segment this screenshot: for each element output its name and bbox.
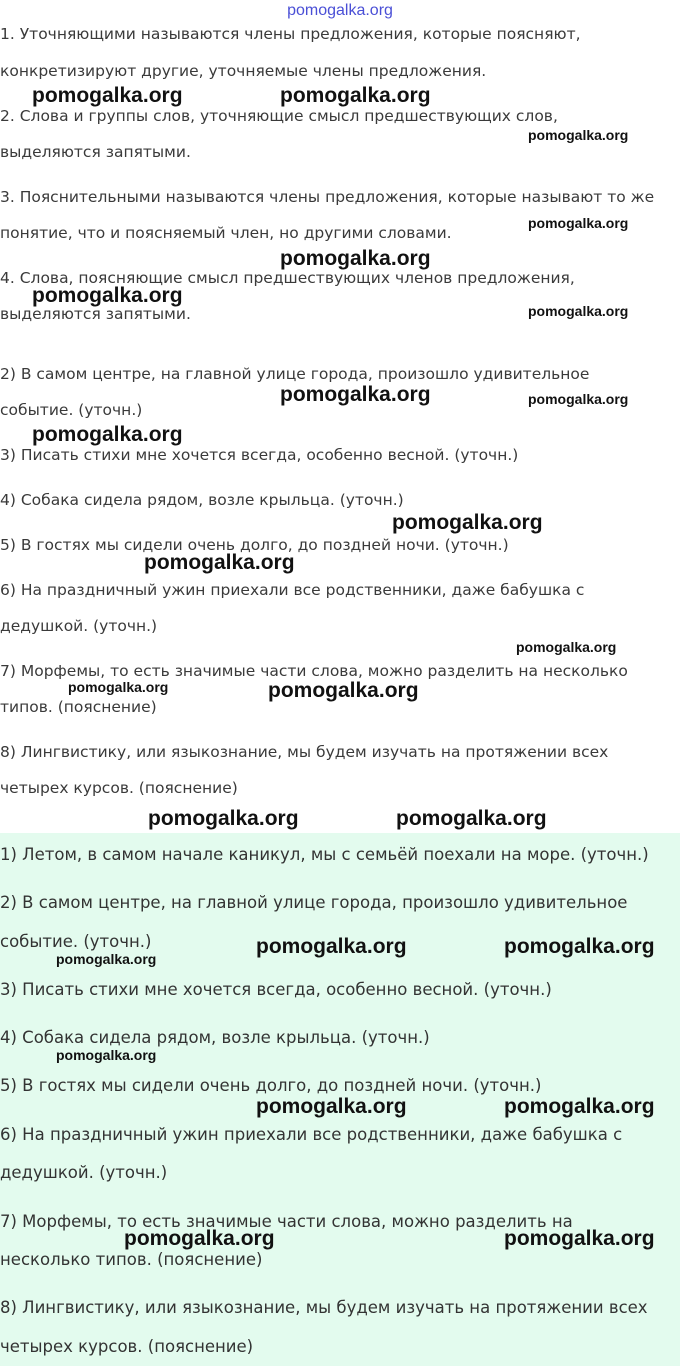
watermark: pomogalka.org xyxy=(280,84,431,107)
watermark: pomogalka.org xyxy=(268,679,419,702)
theory-line: выделяются запятыми. xyxy=(0,143,191,161)
watermark: pomogalka.org xyxy=(504,935,655,958)
example-line: 2) В самом центре, на главной улице города, произошло удивительное xyxy=(0,365,590,383)
answer-line: событие. (уточн.) xyxy=(0,932,152,951)
watermark: pomogalka.org xyxy=(528,303,629,319)
answer-line: четырех курсов. (пояснение) xyxy=(0,1337,254,1356)
answer-line: 6) На праздничный ужин приехали все родственники, даже бабушка с xyxy=(0,1125,623,1144)
example-line: 3) Писать стихи мне хочется всегда, особенно весной. (уточн.) xyxy=(0,446,519,464)
answer-line: 7) Морфемы, то есть значимые части слова, можно разделить на xyxy=(0,1212,573,1231)
watermark: pomogalka.org xyxy=(144,551,295,574)
watermark: pomogalka.org xyxy=(528,215,629,231)
watermark: pomogalka.org xyxy=(280,383,431,406)
answer-line: 3) Писать стихи мне хочется всегда, особенно весной. (уточн.) xyxy=(0,980,552,999)
watermark: pomogalka.org xyxy=(504,1227,655,1250)
example-line: событие. (уточн.) xyxy=(0,401,143,419)
theory-line: 3. Пояснительными называются члены предложения, которые называют то же xyxy=(0,188,655,206)
example-line: 8) Лингвистику, или языкознание, мы будем изучать на протяжении всех xyxy=(0,743,609,761)
theory-line: 4. Слова, поясняющие смысл предшествующих членов предложения, xyxy=(0,269,575,287)
example-line: 5) В гостях мы сидели очень долго, до поздней ночи. (уточн.) xyxy=(0,536,509,554)
answer-line: несколько типов. (пояснение) xyxy=(0,1250,263,1269)
example-line: дедушкой. (уточн.) xyxy=(0,617,158,635)
answer-line: дедушкой. (уточн.) xyxy=(0,1163,168,1182)
watermark: pomogalka.org xyxy=(280,247,431,270)
theory-line: 2. Слова и группы слов, уточняющие смысл предшествующих слов, xyxy=(0,107,558,125)
watermark: pomogalka.org xyxy=(528,127,629,143)
watermark: pomogalka.org xyxy=(516,639,617,655)
example-line: 6) На праздничный ужин приехали все родственники, даже бабушка с xyxy=(0,581,585,599)
watermark: pomogalka.org xyxy=(256,935,407,958)
watermark: pomogalka.org xyxy=(396,807,547,830)
watermark-header: pomogalka.org xyxy=(287,2,393,19)
theory-line: выделяются запятыми. xyxy=(0,305,191,323)
watermark: pomogalka.org xyxy=(56,1047,157,1063)
watermark: pomogalka.org xyxy=(504,1095,655,1118)
watermark: pomogalka.org xyxy=(32,423,183,446)
watermark: pomogalka.org xyxy=(256,1095,407,1118)
example-line: типов. (пояснение) xyxy=(0,698,157,716)
example-line: 4) Собака сидела рядом, возле крыльца. (уточн.) xyxy=(0,491,404,509)
watermark: pomogalka.org xyxy=(148,807,299,830)
watermark: pomogalka.org xyxy=(32,84,183,107)
answer-line: 4) Собака сидела рядом, возле крыльца. (уточн.) xyxy=(0,1028,430,1047)
watermark: pomogalka.org xyxy=(32,284,183,307)
watermark: pomogalka.org xyxy=(68,679,169,695)
watermark: pomogalka.org xyxy=(392,511,543,534)
theory-line: 1. Уточняющими называются члены предложения, которые поясняют, xyxy=(0,25,581,43)
answer-line: 5) В гостях мы сидели очень долго, до поздней ночи. (уточн.) xyxy=(0,1076,542,1095)
theory-line: понятие, что и поясняемый член, но другими словами. xyxy=(0,224,452,242)
watermark: pomogalka.org xyxy=(56,951,157,967)
theory-line: конкретизируют другие, уточняемые члены предложения. xyxy=(0,62,487,80)
example-line: четырех курсов. (пояснение) xyxy=(0,779,238,797)
answer-line: 1) Летом, в самом начале каникул, мы с семьёй поехали на море. (уточн.) xyxy=(0,845,649,864)
answer-line: 8) Лингвистику, или языкознание, мы будем изучать на протяжении всех xyxy=(0,1298,648,1317)
example-line: 7) Морфемы, то есть значимые части слова, можно разделить на несколько xyxy=(0,662,628,680)
answer-line: 2) В самом центре, на главной улице города, произошло удивительное xyxy=(0,893,628,912)
watermark: pomogalka.org xyxy=(124,1227,275,1250)
watermark: pomogalka.org xyxy=(528,391,629,407)
